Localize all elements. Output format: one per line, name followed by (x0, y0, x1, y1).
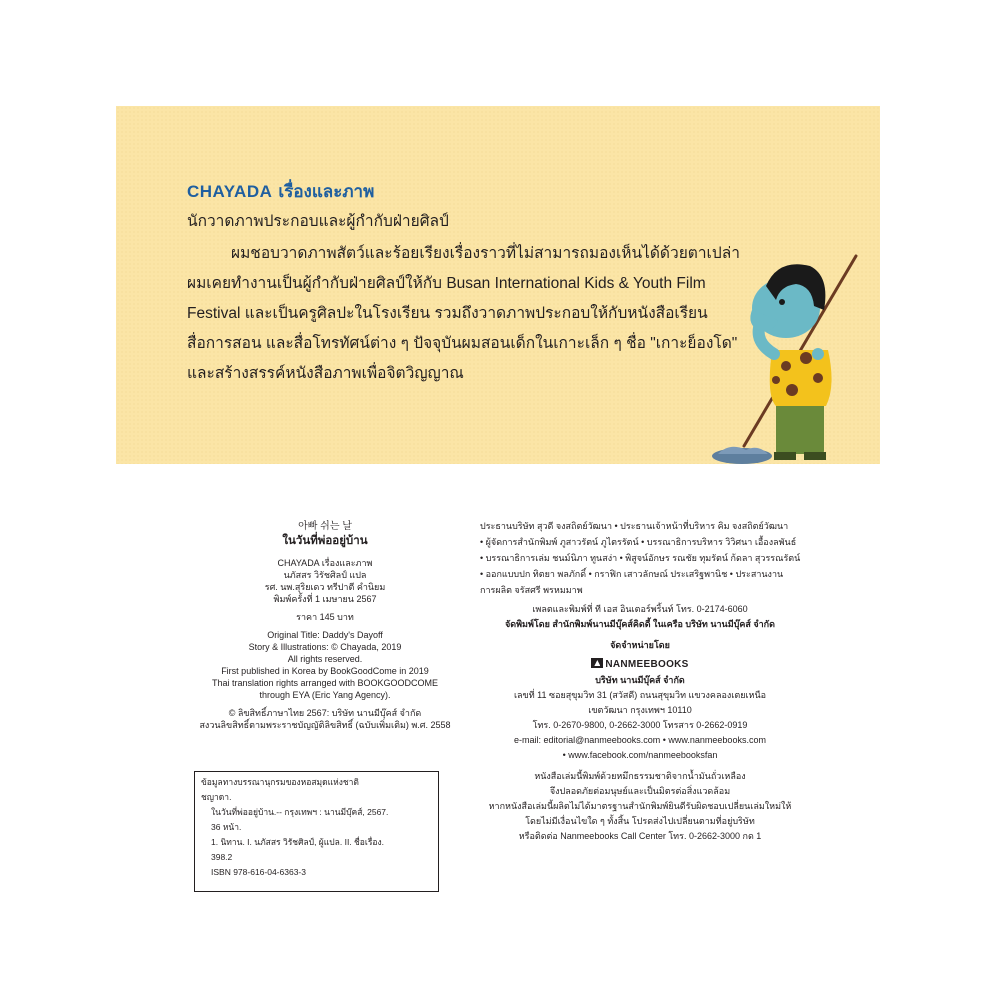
address-line-1: เลขที่ 11 ซอยสุขุมวิท 31 (สวัสดี) ถนนสุขุมวิท แขวงคลองเตยเหนือ (513, 690, 767, 700)
advisor-credit: รศ. นพ.สุริยเดว ทรีปาตี คำนิยม (264, 582, 386, 592)
catalog-pages: 36 หน้า. (211, 822, 242, 832)
bio-line: ผมเคยทำงานเป็นผู้กำกับฝ่ายศิลป์ให้กับ Busan International Kids & Youth Film (187, 275, 706, 292)
email-website: e-mail: editorial@nanmeebooks.com • www.nanmeebooks.com (514, 735, 766, 745)
staff-line: • บรรณาธิการเล่ม ชนม์นิภา ทูนสง่า • พิสูจน์อักษร รณชัย ทุมรัตน์ ก้ดลา สุวรรณรัตน์ (480, 553, 801, 563)
bio-line: และสร้างสรรค์หนังสือภาพเพื่อจิตวิญญาณ (187, 365, 464, 382)
original-title: Original Title: Daddy's Dayoff (267, 630, 383, 640)
copyright-law: สงวนลิขสิทธิ์ตามพระราชบัญญัติลิขสิทธิ์ (ฉบับเพิ่มเติม) พ.ศ. 2558 (199, 720, 451, 730)
address-line-2: เขตวัฒนา กรุงเทพฯ 10110 (588, 705, 692, 715)
staff-line: ประธานบริษัท สุวดี จงสถิตย์วัฒนา • ประธานเจ้าหน้าที่บริหาร คิม จงสถิตย์วัฒนา (480, 521, 789, 531)
publisher-column (480, 518, 800, 844)
rights-reserved: All rights reserved. (287, 654, 363, 664)
cataloging-data-box (194, 771, 439, 892)
first-published: First published in Korea by BookGoodCome in 2019 (221, 666, 429, 676)
nanmeebooks-logo-icon (591, 658, 603, 668)
author-name: CHAYADA (187, 182, 273, 201)
note-line: จึงปลอดภัยต่อมนุษย์และเป็นมิตรต่อสิ่งแวดล้อม (549, 786, 731, 796)
bio-line: สื่อการสอน และสื่อโทรทัศน์ต่าง ๆ ปัจจุบันผมสอนเด็กในเกาะเล็ก ๆ ชื่อ "เกาะย็องโด" (187, 335, 738, 352)
author-subtitle: นักวาดภาพประกอบและผู้กำกับฝ่ายศิลป์ (187, 213, 449, 230)
edition-info: พิมพ์ครั้งที่ 1 เมษายน 2567 (273, 594, 377, 604)
logo-text: NANMEEBOOKS (605, 659, 689, 670)
thai-copyright: © ลิขสิทธิ์ภาษาไทย 2567: บริษัท นานมีบุ๊คส์ จำกัด (228, 708, 422, 718)
catalog-heading: ข้อมูลทางบรรณานุกรมของหอสมุดแห่งชาติ (201, 777, 359, 787)
credits-column (196, 520, 454, 731)
catalog-subjects: 1. นิทาน. I. นภัสสร วิรัชศิลป์, ผู้แปล. II. ชื่อเรื่อง. (211, 837, 384, 847)
bio-heading (187, 178, 374, 205)
staff-line: • ออกแบบปก ทิตยา พลภักดิ์ • กราฟิก เสาวลักษณ์ ประเสริฐพานิช • ประสานงาน (480, 569, 784, 579)
story-illustrations-credit: Story & Illustrations: © Chayada, 2019 (248, 642, 402, 652)
distributor-label: จัดจำหน่ายโดย (610, 640, 670, 650)
dinosaur-illustration (706, 246, 880, 464)
thai-title: ในวันที่พ่ออยู่บ้าน (282, 535, 368, 547)
staff-line: • ผู้จัดการสำนักพิมพ์ ภูสาวรัตน์ ภูไตรรัตน์ • บรรณาธิการบริหาร วิวิศนา เอื้องลพันธ์ (480, 537, 797, 547)
bio-line: Festival และเป็นครูศิลปะในโรงเรียน รวมถึงวาดภาพประกอบให้กับหนังสือเรียน (187, 305, 708, 322)
phone-fax: โทร. 0-2670-9800, 0-2662-3000 โทรสาร 0-2662-0919 (532, 720, 748, 730)
plate-printer: เพลตและพิมพ์ที่ ที เอส อินเตอร์พริ้นท์ โทร. 0-2174-6060 (532, 604, 748, 614)
translator-credit: นภัสสร วิรัชศิลป์ แปล (283, 570, 367, 580)
note-line: โดยไม่มีเงื่อนไขใด ๆ ทั้งสิ้น โปรดส่งไปเปลี่ยนตามที่อยู่บริษัท (525, 816, 755, 826)
korean-title: 아빠 쉬는 날 (298, 521, 352, 532)
author-role: เรื่องและภาพ (278, 182, 375, 201)
catalog-title: ในวันที่พ่ออยู่บ้าน.-- กรุงเทพฯ : นานมีบุ๊คส์, 2567. (211, 807, 389, 817)
catalog-class-number: 398.2 (211, 852, 233, 862)
note-line: หากหนังสือเล่มนี้ผลิตไม่ได้มาตรฐานสำนักพิมพ์ยินดีรับผิดชอบเปลี่ยนเล่มใหม่ให้ (488, 801, 792, 811)
agency: through EYA (Eric Yang Agency). (259, 690, 391, 700)
author-credit: CHAYADA เรื่องและภาพ (277, 558, 373, 568)
bio-line: ผมชอบวาดภาพสัตว์และร้อยเรียงเรื่องราวที่ไม่สามารถมองเห็นได้ด้วยตาเปล่า (231, 245, 740, 262)
note-line: หรือติดต่อ Nanmeebooks Call Center โทร. 0-2662-3000 กด 1 (518, 831, 762, 841)
author-bio-text (187, 239, 740, 389)
author-bio-banner (116, 106, 880, 464)
price: ราคา 145 บาท (296, 612, 354, 622)
company-name: บริษัท นานมีบุ๊คส์ จำกัด (595, 675, 685, 685)
catalog-author: ชญาดา. (201, 792, 232, 802)
printed-by: จัดพิมพ์โดย สำนักพิมพ์นานมีบุ๊คส์คิดดี้ ในเครือ บริษัท นานมีบุ๊คส์ จำกัด (505, 619, 775, 629)
facebook-link: • www.facebook.com/nanmeebooksfan (562, 750, 718, 760)
note-line: หนังสือเล่มนี้พิมพ์ด้วยหมึกธรรมชาติจากน้ำมันถั่วเหลือง (534, 771, 746, 781)
translation-rights: Thai translation rights arranged with BOOKGOODCOME (211, 678, 439, 688)
staff-line: การผลิต จรัสศรี พรหมมาพ (480, 585, 583, 595)
catalog-isbn: ISBN 978-616-04-6363-3 (211, 867, 306, 877)
nanmeebooks-logo (480, 655, 800, 673)
